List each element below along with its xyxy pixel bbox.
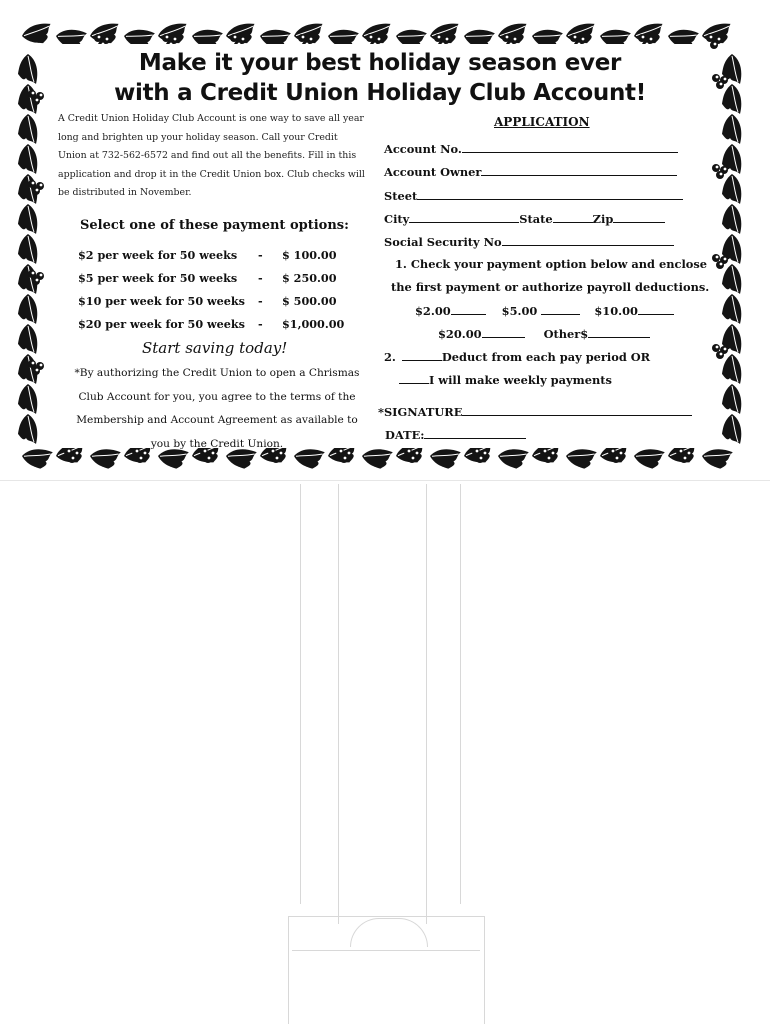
- holly-leaf: [722, 384, 741, 414]
- intro-line: Union at 732-562-6572 and find out all the benefits. Fill in this: [58, 150, 357, 162]
- signature-field[interactable]: [378, 404, 692, 419]
- deduct-blank[interactable]: [402, 349, 442, 361]
- holly-leaf: [722, 294, 741, 324]
- option-dash: -: [258, 248, 263, 262]
- cutout-edge: [484, 916, 485, 1024]
- step-2-weekly-row: [399, 372, 612, 387]
- street-field[interactable]: [384, 188, 683, 203]
- holly-left-column: [18, 54, 44, 444]
- intro-line: long and brighten up your holiday season. Call your Credit: [58, 131, 338, 143]
- ssn-field[interactable]: [384, 234, 674, 249]
- intro-paragraph: [58, 110, 373, 203]
- account-owner-field[interactable]: [384, 164, 677, 179]
- start-saving-tagline: Start saving today!: [142, 339, 288, 357]
- holly-leaf: [18, 144, 37, 174]
- payment-option-row: [78, 317, 352, 331]
- holly-leaf: [701, 447, 733, 470]
- cutout-edge: [460, 484, 461, 904]
- flyer-content: [58, 44, 710, 450]
- weekly-label: I will make weekly payments: [429, 373, 612, 387]
- date-blank[interactable]: [424, 427, 526, 439]
- amount-10-blank[interactable]: [638, 303, 674, 315]
- street-blank[interactable]: [417, 188, 683, 200]
- option-label: $10 per week for 50 weeks: [78, 294, 245, 308]
- zip-blank[interactable]: [613, 211, 665, 223]
- signature-blank[interactable]: [462, 404, 692, 416]
- holly-leaf: [565, 447, 597, 470]
- weekly-blank[interactable]: [399, 372, 429, 384]
- cutout-edge: [300, 484, 301, 904]
- option-label: $5 per week for 50 weeks: [78, 271, 238, 285]
- other-amount-label: Other$: [543, 327, 589, 341]
- payment-options-title: Select one of these payment options:: [80, 218, 349, 233]
- option-dash: -: [258, 317, 263, 331]
- holly-leaf: [18, 114, 37, 144]
- city-blank[interactable]: [409, 211, 519, 223]
- cutout-edge: [292, 950, 480, 951]
- fold-line: [0, 480, 770, 481]
- terms-paragraph: [62, 362, 372, 456]
- account-number-label: Account No.: [384, 142, 462, 156]
- street-label: Steet: [384, 189, 418, 203]
- holly-leaf: [633, 447, 665, 470]
- ssn-blank[interactable]: [502, 234, 674, 246]
- amount-2-label: $2.00: [415, 304, 451, 318]
- account-number-blank[interactable]: [462, 141, 678, 153]
- payment-option-row: [78, 248, 352, 262]
- holly-leaf: [722, 354, 741, 384]
- option-amount: $ 500.00: [282, 294, 337, 308]
- amount-20-label: $20.00: [438, 327, 482, 341]
- blank-stub-area: [0, 480, 770, 1024]
- holiday-club-flyer: [18, 14, 742, 476]
- option-label: $20 per week for 50 weeks: [78, 317, 245, 331]
- headline-line-1: Make it your best holiday season ever: [138, 50, 622, 76]
- amount-5-label: $5.00: [501, 304, 538, 318]
- deduct-label: Deduct from each pay period OR: [441, 350, 651, 364]
- holly-leaf: [497, 447, 529, 470]
- holly-leaf: [429, 447, 461, 470]
- state-blank[interactable]: [553, 211, 593, 223]
- holly-leaf: [722, 204, 741, 234]
- city-state-zip-row: [384, 211, 665, 226]
- terms-line: you by the Credit Union.: [150, 437, 284, 450]
- account-number-field[interactable]: [384, 141, 678, 156]
- holly-right-column: [712, 54, 741, 444]
- city-label: City: [384, 212, 410, 226]
- option-dash: -: [258, 271, 263, 285]
- ssn-label: Social Security No: [384, 235, 502, 249]
- holly-leaf: [18, 414, 37, 444]
- headline-line-2: with a Credit Union Holiday Club Account!: [114, 80, 646, 106]
- option-amount: $ 250.00: [282, 271, 337, 285]
- state-label: State: [519, 212, 553, 226]
- account-owner-label: Account Owner: [384, 165, 482, 179]
- amount-choice-row-2: [438, 326, 650, 341]
- intro-line: application and drop it in the Credit Union box. Club checks will: [58, 168, 365, 180]
- holly-leaf: [18, 384, 37, 414]
- holly-leaf: [722, 174, 741, 204]
- holly-leaf: [722, 414, 741, 444]
- intro-line: be distributed in November.: [58, 187, 192, 199]
- step-2-number: 2.: [384, 350, 396, 364]
- terms-line: Club Account for you, you agree to the terms of the: [78, 390, 356, 403]
- step-1-line-1: 1. Check your payment option below and enclose: [395, 257, 708, 271]
- amount-5-blank[interactable]: [541, 303, 580, 315]
- amount-10-label: $10.00: [594, 304, 638, 318]
- option-amount: $ 100.00: [282, 248, 337, 262]
- holly-leaf: [18, 324, 37, 354]
- amount-20-blank[interactable]: [482, 326, 525, 338]
- holly-leaf: [18, 294, 37, 324]
- intro-line: A Credit Union Holiday Club Account is one way to save all year: [58, 113, 364, 124]
- cutout-edge: [338, 484, 339, 924]
- option-amount: $1,000.00: [282, 317, 345, 331]
- payment-option-row: [78, 271, 352, 285]
- holly-leaf: [722, 114, 741, 144]
- cutout-arch: [350, 918, 428, 947]
- date-label: DATE:: [385, 428, 425, 442]
- cutout-edge: [426, 484, 427, 924]
- other-amount-blank[interactable]: [588, 326, 650, 338]
- holly-leaf: [722, 84, 741, 114]
- date-field[interactable]: [385, 427, 526, 442]
- step-2-deduct-row: [384, 349, 650, 364]
- option-dash: -: [258, 294, 263, 308]
- zip-label: Zip: [592, 212, 614, 226]
- terms-line: Membership and Account Agreement as available to: [76, 414, 358, 426]
- holly-leaf: [18, 54, 37, 84]
- holly-leaf: [21, 447, 53, 470]
- cutout-edge: [288, 916, 289, 1024]
- amount-2-blank[interactable]: [451, 303, 486, 315]
- payment-option-row: [78, 294, 352, 308]
- holly-leaf: [18, 234, 37, 264]
- cutout-edge: [288, 916, 484, 917]
- option-label: $2 per week for 50 weeks: [78, 248, 238, 262]
- holly-leaf: [18, 204, 37, 234]
- account-owner-blank[interactable]: [481, 164, 677, 176]
- holly-leaf: [722, 264, 741, 294]
- signature-label: *SIGNATURE: [378, 405, 463, 419]
- step-1-line-2: the first payment or authorize payroll deductions.: [391, 280, 710, 294]
- amount-choice-row-1: [415, 303, 674, 318]
- holly-leaf: [21, 23, 53, 46]
- application-heading: APPLICATION: [494, 115, 590, 129]
- terms-line: *By authorizing the Credit Union to open a Chrismas: [74, 367, 360, 379]
